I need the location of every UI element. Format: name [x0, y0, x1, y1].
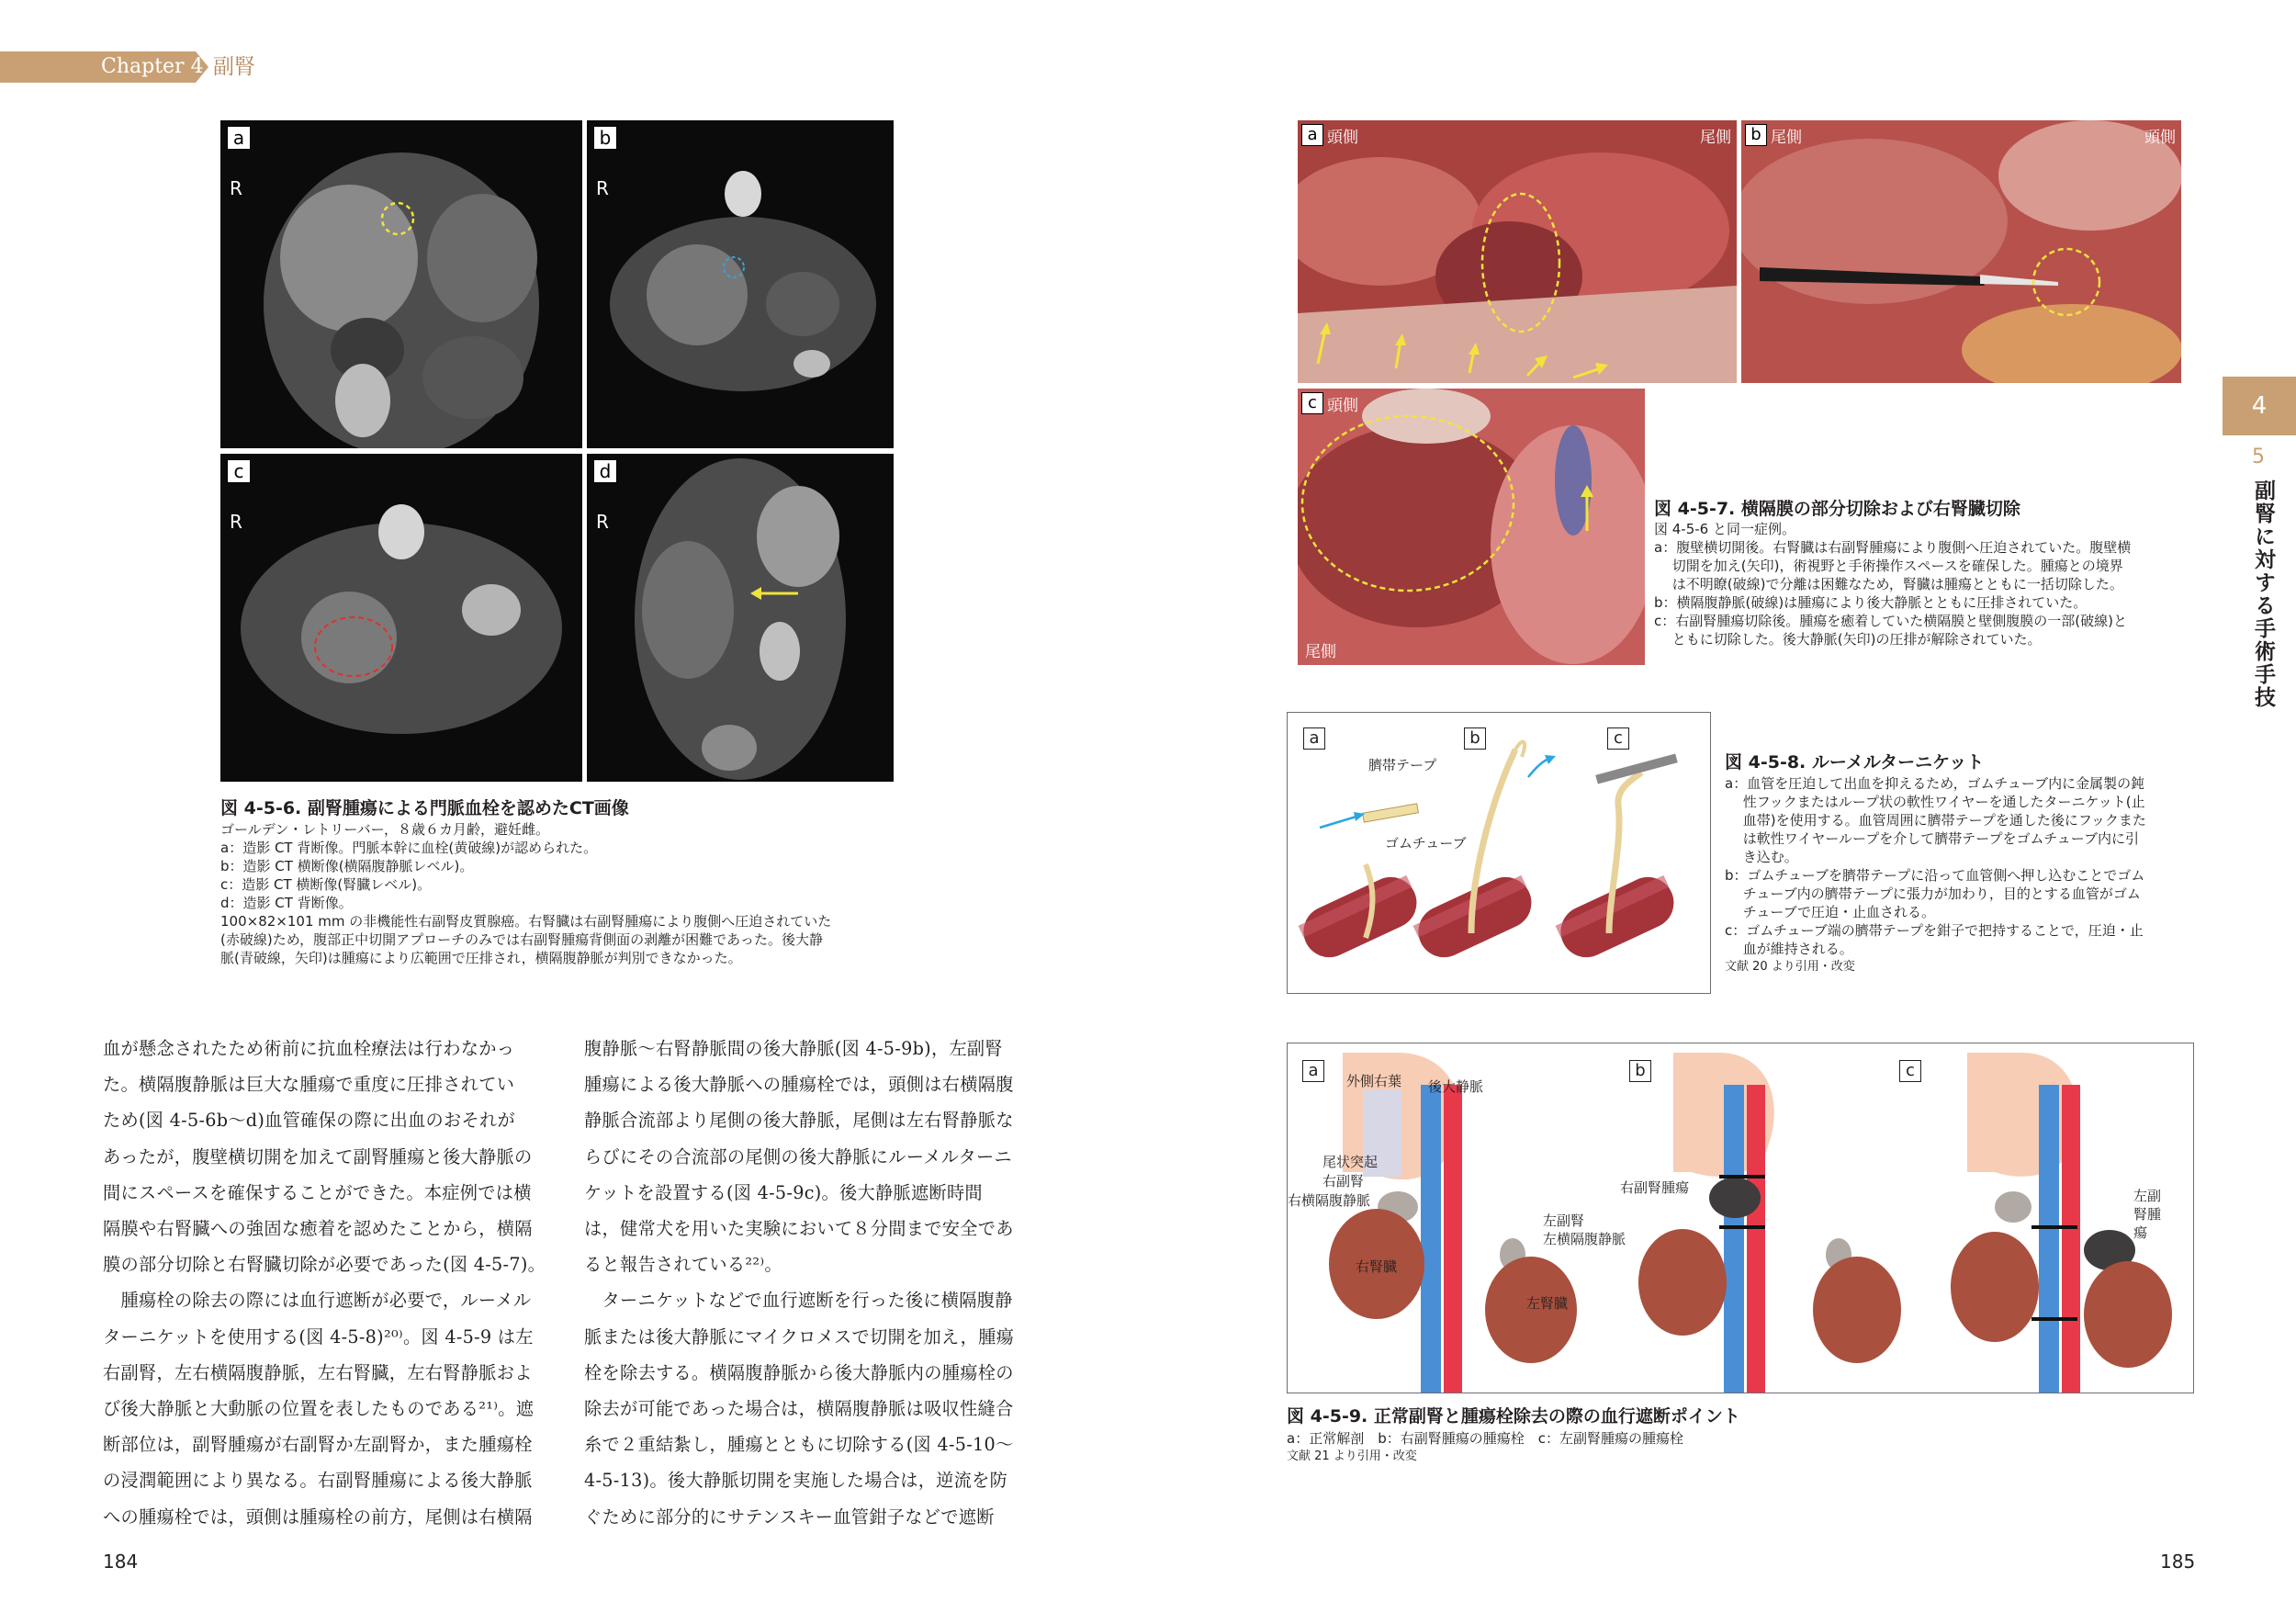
page-number-right: 185	[2160, 1551, 2196, 1573]
surgical-photo-b	[1741, 120, 2181, 383]
body-line: 除去が可能であった場合は，横隔腹静脈は吸収性縫合	[584, 1398, 1014, 1420]
body-line: 腹静脈～右腎静脈間の後大静脈(図 4-5-9b)，左副腎	[584, 1038, 1003, 1059]
reference-note: 文献 21 より引用・改変	[1287, 1449, 1417, 1463]
label-right-adrenal-tumor: 右副腎腫瘍	[1620, 1179, 1690, 1196]
ct-image-b	[587, 120, 894, 448]
orientation-label: 尾側	[1771, 129, 1802, 147]
ct-image-c	[220, 454, 582, 782]
caption-line: 血帯)を使用する。血管周囲に臍帯テープを通した後にフックまた	[1725, 812, 2146, 829]
body-line: ると報告されている²²⁾。	[584, 1254, 782, 1276]
label-caudal-vena-cava: 後大静脈	[1428, 1078, 1484, 1095]
body-line: 断部位は，副腎腫瘍が右副腎か左副腎か，また腫瘍栓	[103, 1434, 533, 1456]
surgical-photo-c	[1298, 389, 1645, 665]
caption-line: 脈(青破線，矢印)は腫瘍により広範囲で圧排され，横隔腹静脈が判別できなかった。	[220, 950, 742, 966]
panel-label: d	[593, 459, 617, 483]
caption-line: b：造影 CT 横断像(横隔腹静脈レベル)。	[220, 858, 474, 874]
body-line: への腫瘍栓では，頭側は腫瘍栓の前方，尾側は右横隔	[103, 1506, 533, 1528]
body-line: らびにその合流部の尾側の後大静脈にルーメルターニ	[584, 1145, 1012, 1167]
body-line: ターニケットなどで血行遮断を行った後に横隔腹静	[584, 1290, 1013, 1312]
caption-line: 図 4-5-6 と同一症例。	[1654, 521, 1795, 537]
caption-line: d：造影 CT 背断像。	[220, 895, 353, 911]
panel-label: c	[227, 459, 251, 483]
body-line: び後大静脈と大動脈の位置を表したものである²¹⁾。遮	[103, 1398, 535, 1420]
caption-line: チューブで圧迫・止血される。	[1725, 904, 1936, 920]
body-line: 栓を除去する。横隔腹静脈から後大静脈内の腫瘍栓の	[584, 1361, 1014, 1383]
fig458-title: 図 4-5-8. ルーメルターニケット	[1725, 752, 1985, 773]
caption-line: チューブ内の臍帯テープに張力が加わり，目的とする血管がゴム	[1725, 885, 2141, 902]
reference-note: 文献 20 より引用・改変	[1725, 960, 1855, 974]
fig459-caption	[1287, 1429, 2021, 1466]
body-line: 右副腎，左右横隔腹静脈，左右腎臓，左右腎静脈およ	[103, 1361, 533, 1383]
caption-line: は軟性ワイヤーループを介して臍帯テープをゴムチューブ内に引	[1725, 830, 2140, 847]
body-line: 静脈合流部より尾側の後大静脈，尾側は左右腎静脈な	[584, 1110, 1014, 1132]
orientation-label: R	[230, 177, 242, 199]
caption-line: a：血管を圧迫して出血を抑えるため，ゴムチューブ内に金属製の鈍	[1725, 775, 2145, 792]
chapter-title: 副腎	[213, 55, 255, 79]
caption-line: ともに切除した。後大静脈(矢印)の圧排が解除されていた。	[1654, 631, 2042, 648]
anatomy-illustration	[1288, 1043, 2193, 1393]
caption-line: き込む。	[1725, 849, 1798, 865]
section-title-vertical: 副腎に対する手術手技	[2251, 479, 2275, 709]
ct-image-a	[220, 120, 582, 448]
label-right-kidney: 右腎臓	[1356, 1258, 1398, 1275]
panel-label: c	[1301, 392, 1323, 414]
tourniquet-illustration	[1288, 713, 1710, 993]
body-column-left	[103, 1031, 546, 1535]
caption-line: は不明瞭(破線)で分離は困難なため，腎臓は腫瘍とともに一括切除した。	[1654, 576, 2123, 592]
caption-line: a：腹壁横切開後。右腎臓は右副腎腫瘍により腹側へ圧迫されていた。腹壁横	[1654, 539, 2132, 556]
label-left-adrenal: 左副腎	[1543, 1212, 1585, 1229]
caption-line: 100×82×101 mm の非機能性右副腎皮質腺癌。右腎臓は右副腎腫瘍により腹側へ圧迫されていた	[220, 913, 832, 930]
panel-label: b	[1745, 124, 1767, 146]
orientation-label: 頭側	[1327, 397, 1358, 415]
body-line: 腫瘍による後大静脈への腫瘍栓では，頭側は右横隔腹	[584, 1074, 1014, 1096]
label-right-adrenal: 右副腎	[1322, 1173, 1365, 1190]
panel-label: b	[1464, 727, 1486, 750]
label-left-phrenicoabdominal-vein: 左横隔腹静脈	[1543, 1231, 1626, 1247]
panel-label: a	[227, 126, 251, 150]
label-caudate-process: 尾状突起	[1322, 1154, 1379, 1170]
orientation-label: 頭側	[2144, 129, 2176, 147]
body-line: は，健常犬を用いた実験において８分間まで安全であ	[584, 1218, 1014, 1240]
caption-line: 性フックまたはループ状の軟性ワイヤーを通したターニケット(止	[1725, 794, 2145, 810]
caption-line: ゴールデン・レトリーバー，８歳６カ月齢，避妊雌。	[220, 821, 550, 838]
caption-line: b：ゴムチューブを臍帯テープに沿って血管側へ押し込むことでゴム	[1725, 867, 2145, 884]
body-line: の浸潤範囲により異なる。右副腎腫瘍による後大静脈	[103, 1470, 533, 1492]
fig458-diagram	[1287, 712, 1711, 994]
photo-panel-c	[1298, 389, 1645, 665]
page-number-left: 184	[103, 1551, 139, 1573]
label-right-phrenicoabdominal-vein: 右横隔腹静脈	[1288, 1192, 1371, 1209]
body-line: 腫瘍栓の除去の際には血行遮断が必要で，ルーメル	[103, 1290, 532, 1312]
panel-label: c	[1607, 727, 1629, 750]
label-left-kidney: 左腎臓	[1526, 1295, 1569, 1312]
body-line: 血が懸念されたため術前に抗血栓療法は行わなかっ	[103, 1038, 515, 1059]
body-line: ぐために部分的にサテンスキー血管鉗子などで遮断	[584, 1506, 995, 1528]
tube-label: ゴムチューブ	[1385, 835, 1467, 851]
orientation-label: 頭側	[1327, 129, 1358, 147]
panel-label: a	[1303, 727, 1325, 750]
body-column-right	[584, 1031, 1014, 1535]
fig458-caption	[1725, 774, 2202, 976]
label-left-adrenal-tumor: 左副腎腫瘍	[2133, 1188, 2162, 1241]
caption-line: c：ゴムチューブ端の臍帯テープを鉗子で把持することで，圧迫・止	[1725, 922, 2144, 939]
caption-line: 血が維持される。	[1725, 941, 1853, 957]
fig456-title: 図 4-5-6. 副腎腫瘍による門脈血栓を認めたCT画像	[220, 798, 629, 818]
body-line: 糸で２重結紮し，腫瘍とともに切除する(図 4-5-10～	[584, 1434, 1014, 1456]
body-line: 脈または後大静脈にマイクロメスで切開を加え，腫瘍	[584, 1325, 1015, 1348]
body-line: ターニケットを使用する(図 4-5-8)²⁰⁾。図 4-5-9 は左	[103, 1325, 534, 1348]
fig459-diagram	[1287, 1043, 2194, 1393]
fig457-title: 図 4-5-7. 横隔膜の部分切除および右腎臓切除	[1654, 499, 2020, 519]
fig459-title: 図 4-5-9. 正常副腎と腫瘍栓除去の際の血行遮断ポイント	[1287, 1406, 1740, 1427]
orientation-label: R	[596, 177, 609, 199]
body-line: た。横隔腹静脈は巨大な腫瘍で重度に圧排されてい	[103, 1074, 515, 1096]
chapter-tab: 4	[2223, 377, 2296, 435]
ct-panel-c	[220, 454, 582, 782]
caption-line: a：造影 CT 背断像。門脈本幹に血栓(黄破線)が認められた。	[220, 840, 598, 856]
panel-label: b	[1629, 1060, 1651, 1082]
section-number: 5	[2252, 445, 2265, 468]
panel-label: c	[1899, 1060, 1921, 1082]
orientation-label: R	[230, 511, 242, 533]
panel-label: a	[1301, 124, 1323, 146]
body-line: あったが，腹壁横切開を加えて副腎腫瘍と後大静脈の	[103, 1145, 533, 1167]
orientation-label: R	[596, 511, 609, 533]
orientation-label: 尾側	[1700, 129, 1731, 147]
panel-label: a	[1302, 1060, 1324, 1082]
chapter-label: Chapter 4	[101, 55, 204, 78]
photo-panel-a	[1298, 120, 1737, 383]
tape-label: 臍帯テープ	[1368, 757, 1437, 773]
panel-label: b	[593, 126, 617, 150]
caption-line: 切開を加え(矢印)，術視野と手術操作スペースを確保した。腫瘍との境界	[1654, 558, 2123, 574]
surgical-photo-a	[1298, 120, 1737, 383]
photo-panel-b	[1741, 120, 2181, 383]
orientation-label: 尾側	[1305, 643, 1336, 661]
caption-line: c：造影 CT 横断像(腎臓レベル)。	[220, 876, 432, 893]
caption-line: (赤破線)ため，腹部正中切開アプローチのみでは右副腎腫瘍背側面の剥離が困難であった。後大静	[220, 931, 823, 948]
caption-line: c：右副腎腫瘍切除後。腫瘍を癒着していた横隔膜と壁側腹膜の一部(破線)と	[1654, 613, 2127, 629]
ct-panel-b	[587, 120, 894, 448]
ct-panel-a	[220, 120, 582, 448]
body-line: 隔膜や右腎臓への強固な癒着を認めたことから，横隔	[103, 1218, 533, 1240]
body-line: ケットを設置する(図 4-5-9c)。後大静脈遮断時間	[584, 1181, 983, 1203]
ct-image-d	[587, 454, 894, 782]
caption-line: b：横隔腹静脈(破線)は腫瘍により後大静脈とともに圧排されていた。	[1654, 594, 2088, 611]
body-line: 4-5-13)。後大静脈切開を実施した場合は，逆流を防	[584, 1470, 1008, 1492]
caption-line: a：正常解剖 b：右副腎腫瘍の腫瘍栓 c：左副腎腫瘍の腫瘍栓	[1287, 1430, 1683, 1447]
label-lateral-right-lobe: 外側右葉	[1346, 1073, 1402, 1089]
body-line: 間にスペースを確保することができた。本症例では横	[103, 1181, 532, 1203]
ct-panel-d	[587, 454, 894, 782]
fig456-caption	[220, 820, 900, 967]
body-line: ため(図 4-5-6b～d)血管確保の際に出血のおそれが	[103, 1110, 515, 1132]
body-line: 膜の部分切除と右腎臓切除が必要であった(図 4-5-7)。	[103, 1254, 546, 1276]
fig457-caption	[1654, 520, 2205, 648]
